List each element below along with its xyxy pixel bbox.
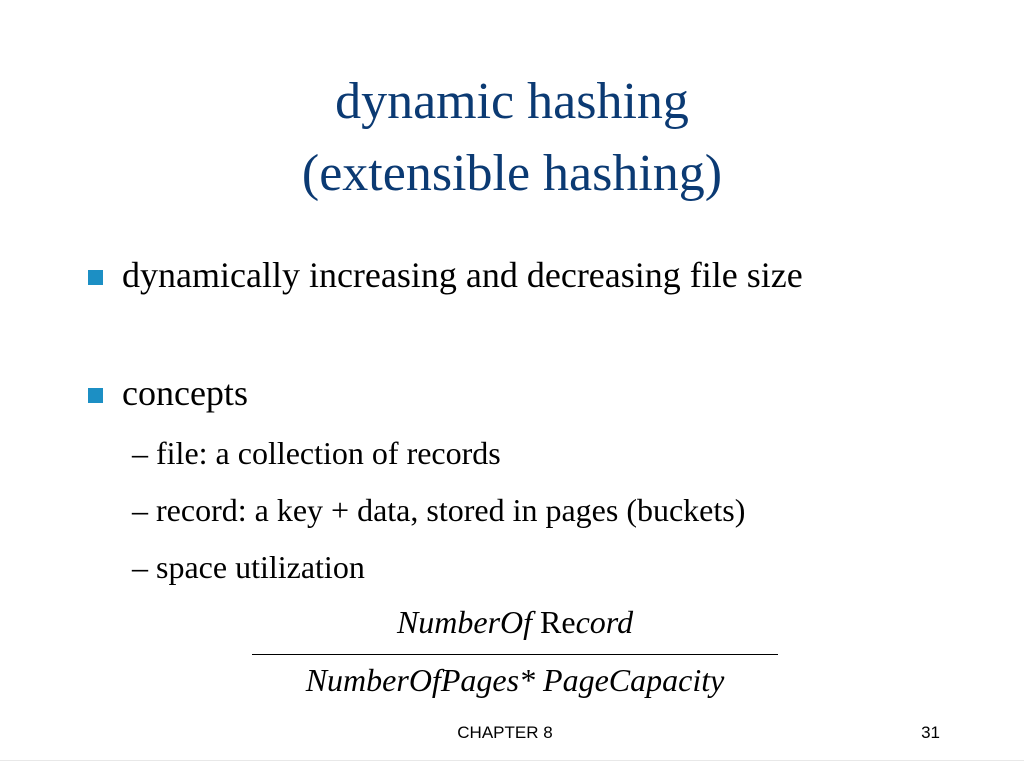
- dash-marker: –: [132, 549, 148, 585]
- numerator-part: cord: [575, 604, 634, 640]
- sub-bullet-item: [132, 490, 745, 530]
- space-utilization-formula: [250, 604, 780, 704]
- footer-chapter: CHAPTER 8: [457, 723, 553, 742]
- square-bullet-icon: [88, 270, 103, 285]
- bullet-item: [88, 368, 948, 420]
- numerator-part: Re: [540, 604, 576, 640]
- slide-title: [0, 66, 1024, 210]
- bottom-divider: [0, 760, 1024, 761]
- dash-marker: –: [132, 492, 148, 528]
- square-bullet-icon: [88, 388, 103, 403]
- footer-page-number: 31: [921, 723, 940, 742]
- bullet-item: [88, 250, 948, 360]
- sub-bullet-text: space utilization: [156, 549, 365, 585]
- dash-marker: –: [132, 435, 148, 471]
- formula-numerator: [250, 604, 780, 641]
- sub-bullet-text: record: a key + data, stored in pages (buckets): [156, 492, 746, 528]
- formula-denominator: NumberOfPages* PageCapacity: [305, 662, 725, 698]
- bullet-text: concepts: [122, 373, 248, 413]
- sub-bullet-item: [132, 433, 501, 473]
- slide-title-line-1: dynamic hashing: [335, 73, 689, 130]
- sub-bullet-item: [132, 547, 365, 587]
- sub-bullet-text: file: a collection of records: [156, 435, 501, 471]
- bullet-text: dynamically increasing and decreasing file size: [122, 255, 803, 295]
- fraction-bar: [252, 654, 778, 655]
- numerator-part: NumberOf: [396, 604, 533, 640]
- slide-title-line-2: (extensible hashing): [301, 145, 723, 202]
